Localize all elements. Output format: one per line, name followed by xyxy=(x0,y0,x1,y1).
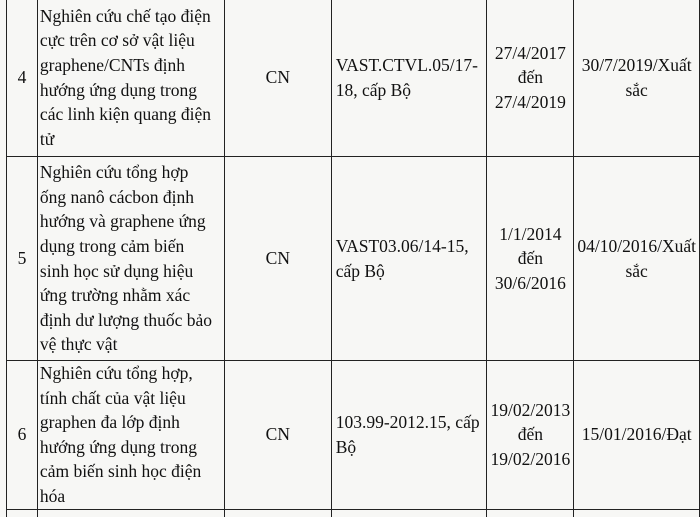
cell-duration xyxy=(487,157,574,361)
cell-text-line: 15/01/2016/Đạt xyxy=(581,424,692,445)
table-row xyxy=(7,157,700,361)
cell-text-line: graphen đa lớp định xyxy=(39,412,180,433)
cell-role: CN xyxy=(224,361,331,510)
cell-text-line: Nghiên cứu tổng hợp xyxy=(39,162,189,183)
cell-text-line: định dư lượng thuốc bảo xyxy=(39,309,213,330)
cell-text-line: dụng trong cảm biến xyxy=(39,235,185,256)
cell-role: CN xyxy=(224,157,331,361)
cell-stt: 6 xyxy=(7,361,38,510)
cell-text-line: 27/4/2019 xyxy=(494,91,566,112)
cell-text-line: tính chất của vật liệu xyxy=(39,387,186,408)
cell-duration xyxy=(487,0,574,157)
cell-text-line: 103.99-2012.15, cấp xyxy=(335,412,480,433)
cell-text-line: vệ thực vật xyxy=(39,334,118,355)
empty-cell xyxy=(487,509,574,517)
cell-project-name xyxy=(37,361,224,510)
cell-text-line: Nghiên cứu chế tạo điện xyxy=(39,5,211,26)
cell-text-line: 1/1/2014 xyxy=(499,223,562,244)
cell-text-line: 30/6/2016 xyxy=(494,272,566,293)
cell-text-line: hướng ứng dụng trong xyxy=(39,436,197,457)
cell-role: CN xyxy=(224,0,331,157)
empty-cell xyxy=(224,509,331,517)
cell-text-line: 18, cấp Bộ xyxy=(335,79,412,100)
cell-project-code xyxy=(331,157,487,361)
project-table xyxy=(6,0,700,517)
cell-text-line: tử xyxy=(39,128,55,149)
cell-text-line: các linh kiện quang điện xyxy=(39,104,211,125)
cell-text-line: VAST03.06/14-15, xyxy=(335,235,469,256)
cell-text-line: sinh học sử dụng hiệu xyxy=(39,260,194,281)
cell-text-line: 19/02/2016 xyxy=(490,449,571,470)
cell-stt: 4 xyxy=(7,0,38,157)
table-body xyxy=(7,0,700,517)
cell-text-line: đến xyxy=(517,67,544,88)
cell-text-line: sắc xyxy=(625,79,648,100)
cell-text-line: sắc xyxy=(625,260,648,281)
cell-duration xyxy=(487,361,574,510)
cell-text-line: 30/7/2019/Xuất xyxy=(581,54,692,75)
cell-text-line: đến xyxy=(517,248,544,269)
cell-text-line: cảm biến sinh học điện xyxy=(39,461,202,482)
cell-text-line: cấp Bộ xyxy=(335,260,385,281)
table-row-partial xyxy=(7,509,700,517)
cell-project-code xyxy=(331,0,487,157)
cell-project-name xyxy=(37,0,224,157)
empty-cell xyxy=(7,509,38,517)
cell-stt: 5 xyxy=(7,157,38,361)
cell-text-line: hướng ứng dụng trong xyxy=(39,79,197,100)
cell-project-code xyxy=(331,361,487,510)
cell-text-line: hướng và graphene ứng xyxy=(39,211,206,232)
cell-text-line: VAST.CTVL.05/17- xyxy=(335,54,478,75)
table-row xyxy=(7,361,700,510)
empty-cell xyxy=(331,509,487,517)
cell-text-line: graphene/CNTs định xyxy=(39,54,185,75)
cell-text-line: 04/10/2016/Xuất xyxy=(577,235,696,256)
empty-cell xyxy=(574,509,700,517)
cell-project-name xyxy=(37,157,224,361)
cell-text-line: cực trên cơ sở vật liệu xyxy=(39,30,195,51)
cell-text-line: Nghiên cứu tổng hợp, xyxy=(39,363,193,383)
table-row xyxy=(7,0,700,157)
cell-text-line: 27/4/2017 xyxy=(494,42,566,63)
cell-text-line: Bộ xyxy=(335,436,357,457)
cell-text-line: 19/02/2013 xyxy=(490,399,571,420)
empty-cell xyxy=(37,509,224,517)
cell-text-line: hóa xyxy=(39,485,66,506)
cell-text-line: đến xyxy=(517,424,544,445)
cell-result xyxy=(574,0,700,157)
cell-result xyxy=(574,361,700,510)
cell-text-line: ống nanô cácbon định xyxy=(39,186,194,207)
cell-text-line: ứng trường nhằm xác xyxy=(39,285,191,306)
cell-result xyxy=(574,157,700,361)
